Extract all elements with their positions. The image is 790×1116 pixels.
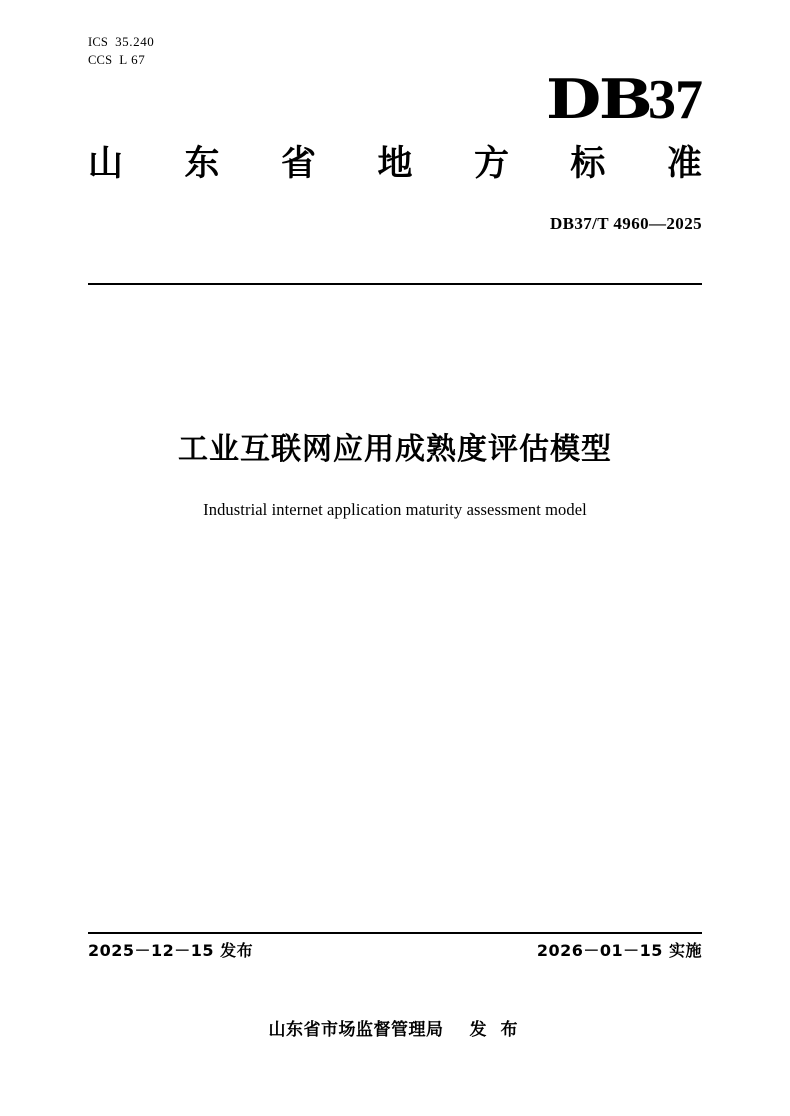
- document-title-chinese: 工业互联网应用成熟度评估模型: [178, 432, 612, 467]
- ics-label: ICS: [88, 35, 109, 49]
- province-heading-char-5: 标: [570, 144, 606, 184]
- footer-divider: [88, 932, 702, 934]
- publisher-name: 山东省市场监督管理局: [268, 1020, 444, 1040]
- header-divider: [88, 283, 702, 285]
- db37-logo-number: 37: [648, 69, 702, 131]
- province-heading-char-4: 方: [473, 144, 509, 184]
- ccs-value: L 67: [119, 52, 146, 67]
- classification-block: [88, 33, 154, 69]
- province-heading-char-0: 山: [88, 144, 124, 184]
- province-heading-char-6: 准: [666, 144, 702, 184]
- province-heading-char-2: 省: [280, 144, 316, 184]
- ics-value: 35.240: [115, 34, 155, 49]
- province-standard-heading: [88, 142, 702, 186]
- publisher-action: 发 布: [469, 1020, 522, 1040]
- db37-logo-prefix: DB: [545, 67, 650, 131]
- effective-date: 2026－01－15 实施: [536, 941, 702, 960]
- ccs-row: [88, 51, 154, 69]
- issue-date: 2025－12－15 发布: [88, 941, 254, 960]
- db37-logo: [545, 67, 702, 131]
- standard-number: DB37/T 4960—2025: [549, 214, 702, 233]
- document-title-english: Industrial internet application maturity assessment model: [203, 500, 587, 519]
- publisher-row: [0, 1015, 790, 1040]
- ccs-label: CCS: [88, 53, 113, 67]
- province-heading-char-3: 地: [377, 144, 413, 184]
- date-row: [88, 938, 702, 961]
- province-heading-char-1: 东: [184, 144, 220, 184]
- ics-row: [88, 33, 154, 51]
